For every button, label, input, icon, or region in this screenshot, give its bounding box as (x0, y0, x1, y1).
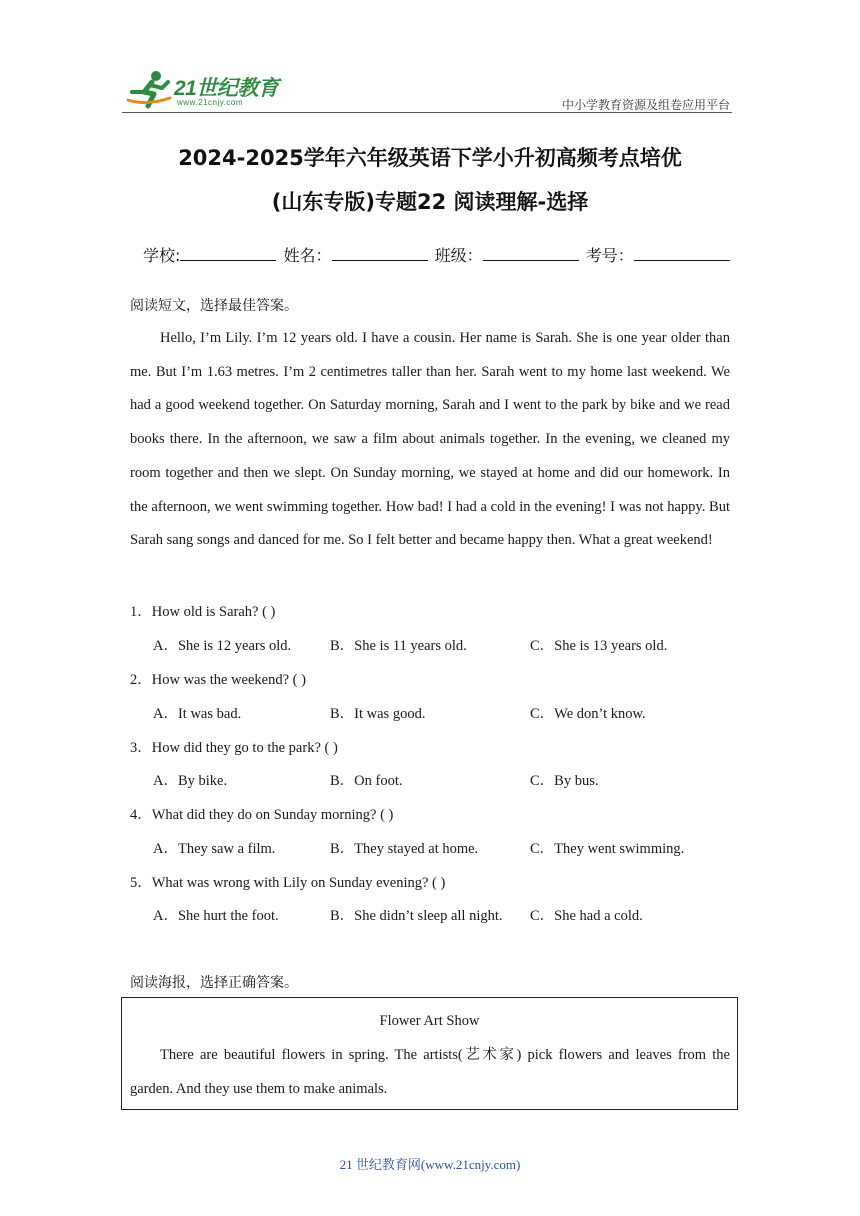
question-1: 1．How old is Sarah? ( ) (130, 604, 276, 620)
q2-option-c[interactable]: C．We don’t know. (530, 706, 646, 722)
poster-box (121, 997, 738, 1110)
question-5: 5．What was wrong with Lily on Sunday evening? ( ) (130, 875, 446, 891)
question-2: 2．How was the weekend? ( ) (130, 672, 306, 688)
school-label: 学校: (143, 246, 181, 265)
footer-link[interactable]: 21 世纪教育网(www.21cnjy.com) (339, 1157, 521, 1172)
page-title-line1: 2024-2025学年六年级英语下学小升初高频考点培优 (178, 146, 682, 170)
passage-text: Hello, I’m Lily. I’m 12 years old. I have a cousin. Her name is Sarah. She is one year older than me. But I’m 1.63 metres. I’m 2 centimetres taller than her. Sarah went to my home last weekend. We had a good weekend together. On Saturday morning, Sarah and I went to the park by bike and we read books there. In the afternoon, we saw a film about animals together. In the evening, we cleaned my room together and then we slept. On Sunday morning, we stayed at home and did our homework. In the afternoon, we went swimming together. How bad! I had a cold in the evening! I was not happy. But Sarah sang songs and danced for me. So I felt better and became happy then. What a great weekend! (130, 330, 730, 549)
q4-option-b[interactable]: B．They stayed at home. (330, 841, 479, 857)
q5-option-a[interactable]: A．She hurt the foot. (153, 908, 279, 924)
question-3: 3．How did they go to the park? ( ) (130, 740, 338, 756)
q3-option-a[interactable]: A．By bike. (153, 773, 228, 789)
class-blank[interactable] (483, 246, 579, 261)
runner-logo-icon (126, 70, 174, 110)
page-header (122, 68, 732, 114)
logo-text: 21世纪教育 (174, 77, 279, 100)
question-4: 4．What did they do on Sunday morning? ( ) (130, 807, 394, 823)
class-label: 班级： (434, 246, 483, 265)
section2-instruction: 阅读海报，选择正确答案。 (130, 975, 298, 991)
logo (122, 68, 292, 114)
q2-option-a[interactable]: A．It was bad. (153, 706, 242, 722)
q2-option-b[interactable]: B．It was good. (330, 706, 426, 722)
q1-option-b[interactable]: B．She is 11 years old. (330, 638, 467, 654)
q1-option-a[interactable]: A．She is 12 years old. (153, 638, 292, 654)
number-label: 考号： (585, 246, 634, 265)
logo-url: www.21cnjy.com (177, 98, 243, 107)
q3-option-b[interactable]: B．On foot. (330, 773, 403, 789)
page-title-line2: (山东专版)专题22 阅读理解-选择 (271, 190, 589, 214)
poster-title: Flower Art Show (379, 1013, 480, 1029)
platform-label: 中小学教育资源及组卷应用平台 (561, 98, 730, 112)
student-info-row (143, 243, 732, 266)
q3-option-c[interactable]: C．By bus. (530, 773, 599, 789)
poster-text: There are beautiful flowers in spring. The artists(艺术家) pick flowers and leaves from the garden. And they use them to make animals. (130, 1047, 730, 1097)
section1-instruction: 阅读短文，选择最佳答案。 (130, 298, 298, 314)
reading-passage (130, 322, 730, 558)
q4-option-c[interactable]: C．They went swimming. (530, 841, 685, 857)
school-blank[interactable] (180, 246, 276, 261)
name-label: 姓名： (283, 246, 332, 265)
q5-option-c[interactable]: C．She had a cold. (530, 908, 643, 924)
q5-option-b[interactable]: B．She didn’t sleep all night. (330, 908, 503, 924)
q4-option-a[interactable]: A．They saw a film. (153, 841, 276, 857)
header-divider (122, 112, 732, 113)
name-blank[interactable] (332, 246, 428, 261)
number-blank[interactable] (634, 246, 730, 261)
q1-option-c[interactable]: C．She is 13 years old. (530, 638, 668, 654)
